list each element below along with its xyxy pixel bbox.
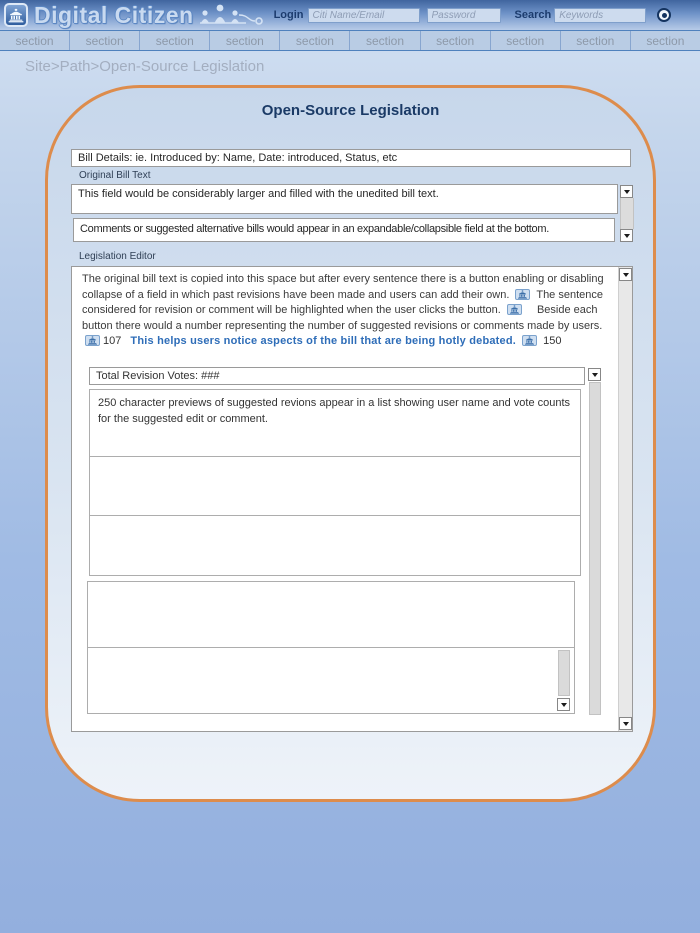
scroll-down-button[interactable] bbox=[588, 368, 601, 381]
original-bill-text-field[interactable]: This field would be considerably larger and filled with the unedited bill text. bbox=[71, 184, 618, 214]
nav-section[interactable]: section bbox=[210, 31, 280, 50]
revision-toggle-icon[interactable] bbox=[515, 289, 530, 300]
comment-item[interactable] bbox=[87, 581, 575, 648]
nav-section[interactable]: section bbox=[350, 31, 420, 50]
capitol-logo-icon[interactable] bbox=[4, 3, 28, 27]
site-header bbox=[0, 0, 700, 30]
page-title: Open-Source Legislation bbox=[261, 102, 440, 119]
scroll-down-button[interactable] bbox=[557, 698, 570, 711]
section-nav bbox=[0, 30, 700, 51]
scrollbar-track[interactable] bbox=[589, 382, 601, 715]
editor-description bbox=[82, 272, 610, 350]
original-bill-scrollbar[interactable] bbox=[620, 185, 634, 242]
search-input[interactable] bbox=[554, 8, 646, 23]
revision-preview-item[interactable] bbox=[89, 515, 581, 576]
nav-section[interactable]: section bbox=[421, 31, 491, 50]
scroll-down-button[interactable] bbox=[619, 268, 632, 281]
revision-preview-list bbox=[89, 389, 581, 576]
search-go-button[interactable] bbox=[657, 8, 671, 22]
legislation-editor-panel bbox=[71, 266, 633, 732]
bill-comments-field[interactable]: Comments or suggested alternative bills would appear in an expandable/collapsible field at the bottom. bbox=[73, 218, 615, 242]
breadcrumb[interactable]: Site>Path>Open-Source Legislation bbox=[25, 58, 265, 75]
nav-section[interactable]: section bbox=[140, 31, 210, 50]
original-bill-label: Original Bill Text bbox=[79, 170, 151, 181]
revision-toggle-icon[interactable] bbox=[507, 304, 522, 315]
content-panel bbox=[45, 85, 656, 802]
total-revision-votes-header[interactable]: Total Revision Votes: ### bbox=[89, 367, 585, 385]
editor-description-text: Beside each button there would a number representing the number of suggested revisions or comments made by users. bbox=[82, 304, 603, 332]
revision-toggle-icon[interactable] bbox=[85, 335, 100, 346]
nav-section[interactable]: section bbox=[491, 31, 561, 50]
username-input[interactable] bbox=[308, 8, 420, 23]
nav-section[interactable]: section bbox=[0, 31, 70, 50]
scrollbar-track[interactable] bbox=[620, 198, 634, 229]
citizen-network-icon bbox=[196, 2, 270, 28]
nav-section[interactable]: section bbox=[561, 31, 631, 50]
scroll-down-button[interactable] bbox=[620, 229, 633, 242]
highlight-note: This helps users notice aspects of the bill that are being hotly debated. bbox=[130, 335, 517, 347]
login-label: Login bbox=[273, 9, 304, 21]
scrollbar-track[interactable] bbox=[558, 650, 570, 696]
comment-item[interactable] bbox=[87, 647, 575, 714]
bill-details-field[interactable]: Bill Details: ie. Introduced by: Name, Date: introduced, Status, etc bbox=[71, 149, 631, 167]
revision-preview-item[interactable]: 250 character previews of suggested revions appear in a list showing user name and vote counts for the suggested edit or comment. bbox=[89, 389, 581, 457]
legislation-editor-label: Legislation Editor bbox=[79, 251, 156, 262]
search-label: Search bbox=[514, 9, 552, 21]
password-input[interactable] bbox=[427, 8, 501, 23]
nav-section[interactable]: section bbox=[280, 31, 350, 50]
target-dot-icon bbox=[662, 13, 667, 18]
editor-scrollbar[interactable] bbox=[618, 267, 632, 731]
revision-count: 150 bbox=[543, 335, 562, 347]
comment-list bbox=[87, 581, 575, 714]
editor-description-text: The original bill text is copied into this space but after every sentence there is a button enabling or disabling collapse of a field in which past revisions have been made and users can add their own. bbox=[82, 273, 604, 301]
editor-description-text: The sentence considered for revision or comment will be highlighted when the user clicks the button. bbox=[82, 288, 603, 316]
brand-title: Digital Citizen bbox=[34, 1, 194, 28]
revision-preview-item[interactable] bbox=[89, 456, 581, 516]
revision-count: 107 bbox=[103, 335, 122, 347]
nav-section[interactable]: section bbox=[646, 33, 685, 48]
nav-section[interactable]: section bbox=[70, 31, 140, 50]
scroll-down-button[interactable] bbox=[620, 185, 633, 198]
scroll-down-button[interactable] bbox=[619, 717, 632, 730]
revision-toggle-icon[interactable] bbox=[522, 335, 537, 346]
